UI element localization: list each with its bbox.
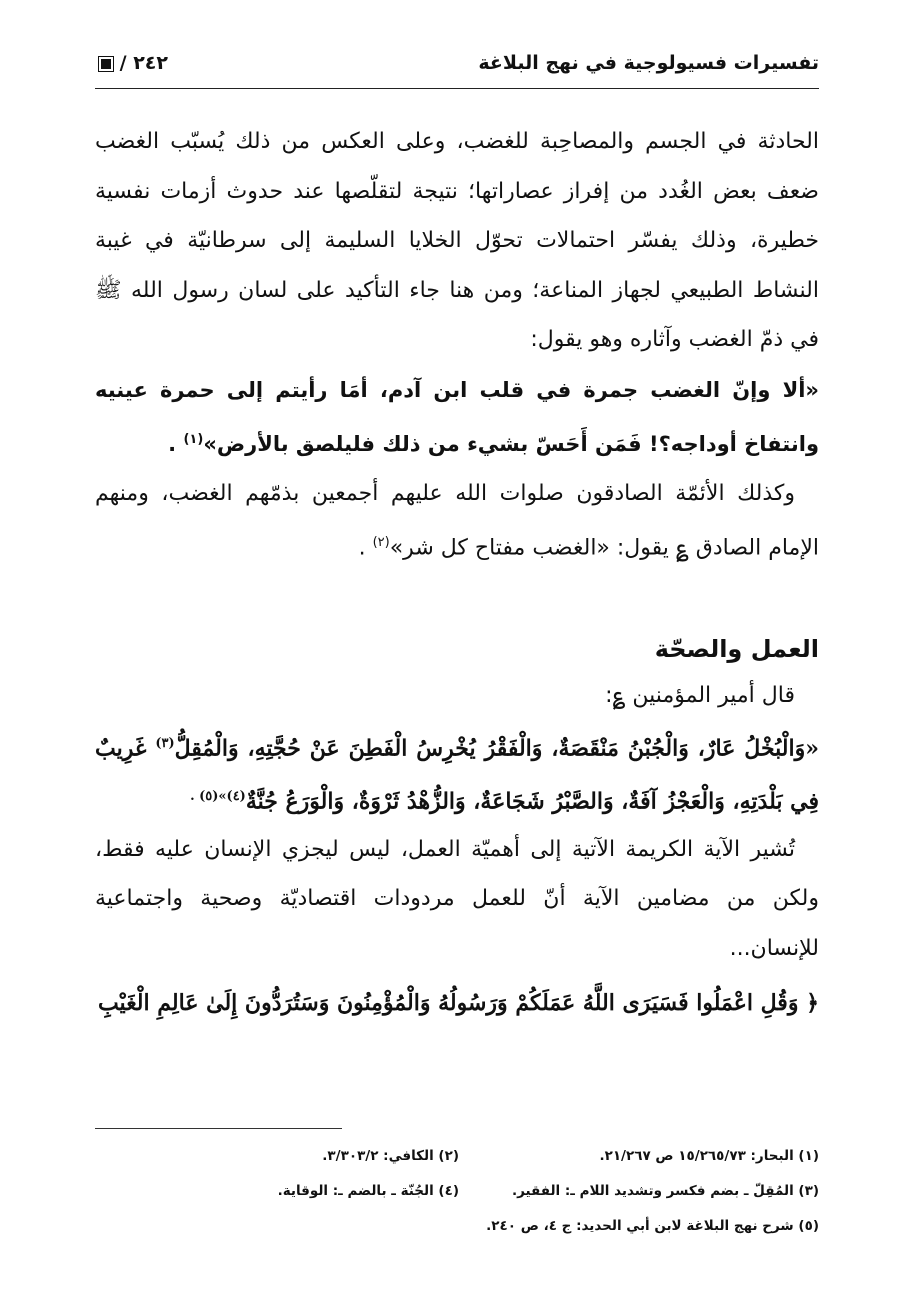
footnote-ref-4: (٤) xyxy=(226,788,246,804)
footnote-1: (١) البحار: ١٥/٢٦٥/٧٣ ص ٢١/٢٦٧. xyxy=(599,1148,819,1164)
footnote-5: (٥) شرح نهج البلاغة لابن أبي الحديد: ج ٤، ص ٢٤٠. xyxy=(486,1218,819,1234)
hadith-quote: «ألا وإنّ الغضب جمرة في قلب ابن آدم، أمَا رأيتم إلى حمرة عينيه وانتفاخ أوداجه؟! فَمَن أَحَسّ بشيء من ذلك فليلصق بالأرض»$^{(١)}$ . xyxy=(95,377,819,456)
footnote-ref-1: (١) xyxy=(183,431,204,447)
paragraph-3: تُشير الآية الكريمة الآتية إلى أهميّة العمل، ليس ليجزي الإنسان عليه فقط، ولكن من مضامين الآية أنّ للعمل مردودات اقتصاديّة وصحية واجتماعية للإنسان... xyxy=(95,836,819,961)
running-title: تفسيرات فسيولوجية في نهج البلاغة xyxy=(478,52,819,74)
footnote-4: (٤) الجُنّة ـ بالضم ـ: الوقاية. xyxy=(277,1183,459,1199)
main-text xyxy=(95,117,819,1027)
saying-intro: قال أمير المؤمنين ؏: xyxy=(605,682,795,708)
footnote-ref-2: (٢) xyxy=(372,535,390,550)
footnotes xyxy=(95,1148,819,1253)
hadith-quote-text: «ألا وإنّ الغضب جمرة في قلب ابن آدم، أمَا رأيتم إلى حمرة عينيه وانتفاخ أوداجه؟! فَمَن أَحَسّ بشيء من ذلك فليلصق بالأرض» xyxy=(95,377,819,456)
footnote-ref-5: »(٥) . xyxy=(190,788,227,804)
paragraph-2: وكذلك الأئمّة الصادقون صلوات الله عليهم أجمعين بذمّهم الغضب، ومنهم الإمام الصادق ؏ يقول: «الغضب مفتاح كل شر»$^{(٢)}$ . xyxy=(95,480,819,561)
footnote-2: (٢) الكافي: ٣/٣٠٣/٢. xyxy=(322,1148,459,1164)
section-title: العمل والصحّة xyxy=(654,634,819,663)
imam-saying xyxy=(95,720,819,825)
footnote-divider xyxy=(95,1128,342,1129)
footnote-ref-3: (٣) xyxy=(155,736,175,752)
footnote-row xyxy=(95,1183,819,1199)
paragraph-1: الحادثة في الجسم والمصاحِبة للغضب، وعلى العكس من ذلك يُسبّب الغضب ضعف بعض الغُدد من إفراز عصاراتها؛ نتيجة لتقلّصها عند حدوث أزمات نفسية خطيرة، وذلك يفسّر احتمالات تحوّل الخلايا السليمة إلى سرطانيّة في غيبة النشاط الطبيعي لجهاز المناعة؛ ومن هنا جاء التأكيد على لسان رسول الله ﷺ في ذمّ الغضب وآثاره وهو يقول: xyxy=(95,129,819,352)
paragraph-2-text: وكذلك الأئمّة الصادقون صلوات الله عليهم أجمعين بذمّهم الغضب، ومنهم الإمام الصادق ؏ يقول: «الغضب مفتاح كل شر» xyxy=(95,480,819,561)
page-header xyxy=(95,42,819,89)
saying-part-1: «وَالْبُخْلُ عَارٌ، وَالْجُبْنُ مَنْقَصَةٌ، وَالْفَقْرُ يُخْرِسُ الْفَطِنَ عَنْ حُجَّتِهِ، وَالْمُقِلُّ xyxy=(174,735,819,762)
footnote-row xyxy=(95,1218,819,1234)
footnote-row xyxy=(95,1148,819,1164)
saying-part-2: غَرِيبٌ فِي بَلْدَتِهِ، وَالْعَجْزُ آفَةٌ، وَالصَّبْرُ شَجَاعَةٌ، وَالزُّهْدُ ثَرْوَةٌ، وَالْوَرَعُ جُنَّةٌ xyxy=(95,735,819,814)
page-number-text: ٢٤٢ / xyxy=(119,52,168,74)
quran-verse: ﴿ وَقُلِ اعْمَلُوا فَسَيَرَى اللَّهُ عَمَلَكُمْ وَرَسُولُهُ وَالْمُؤْمِنُونَ وَسَتُرَدُّونَ إِلَىٰ عَالِمِ الْغَيْبِ xyxy=(97,990,819,1017)
page-number xyxy=(95,52,168,74)
footnote-3: (٣) المُقِلّ ـ بضم فكسر وتشديد اللام ـ: الفقير. xyxy=(512,1183,819,1199)
square-ornament-icon xyxy=(99,57,113,71)
